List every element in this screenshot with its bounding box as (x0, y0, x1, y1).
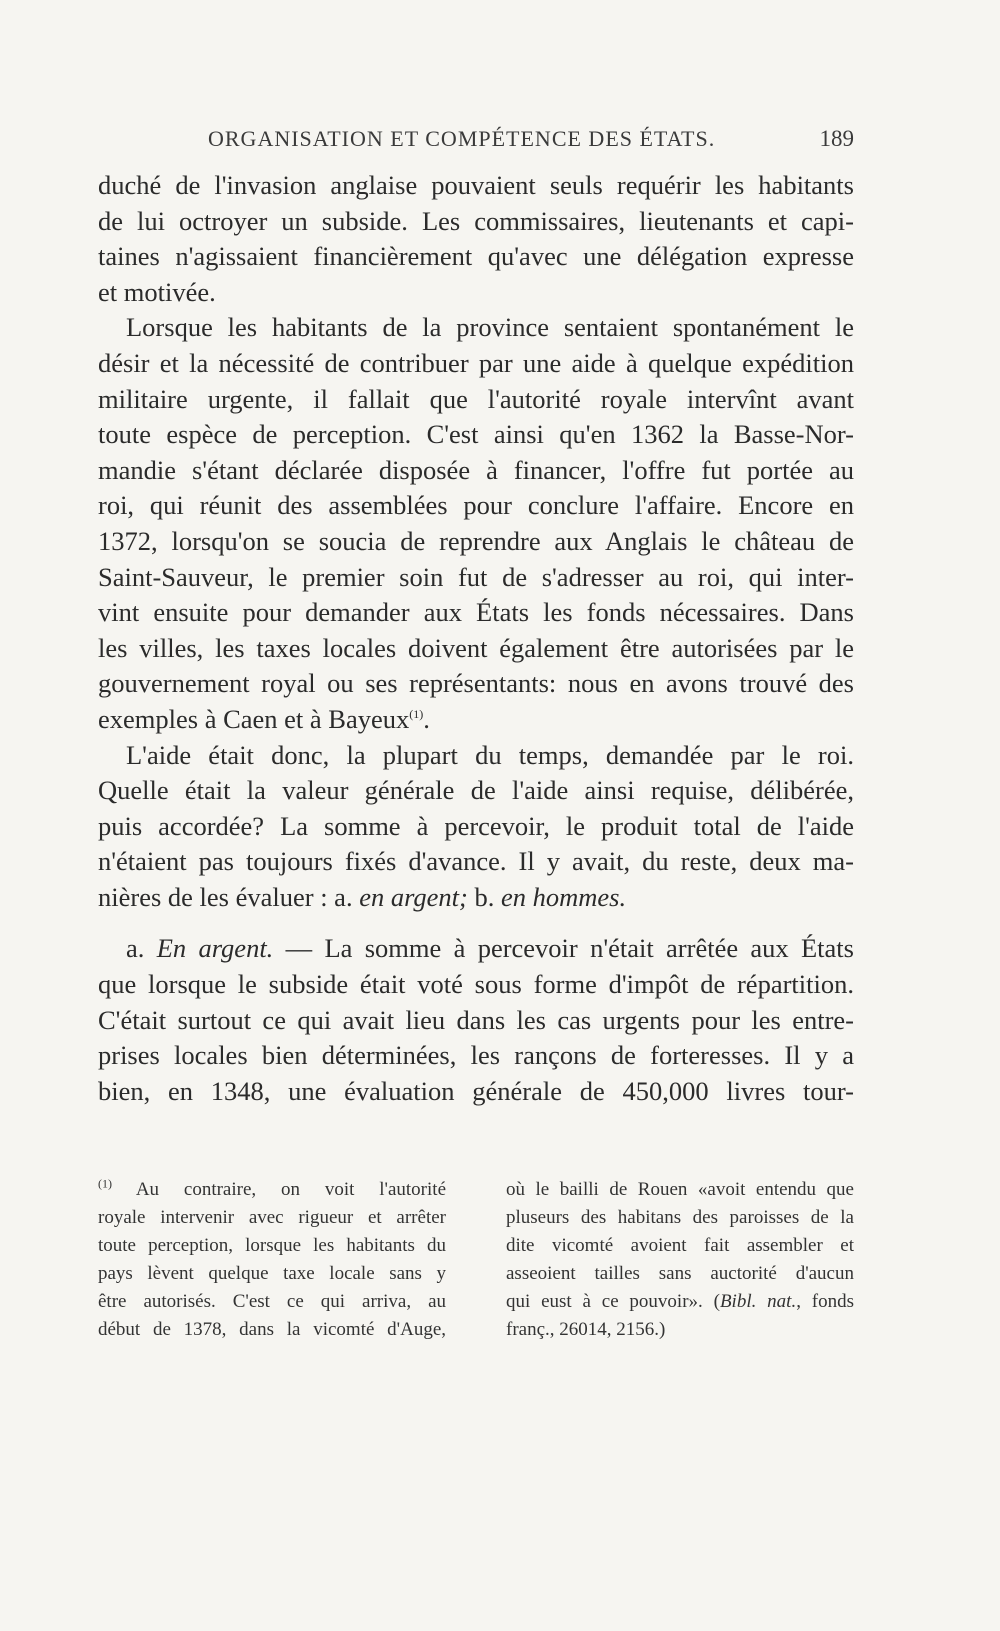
text-line: puis accordée? La somme à percevoir, le produit total de l'aide (98, 810, 854, 841)
text-line: que lorsque le subside était voté sous forme d'impôt de répartition. (98, 969, 854, 1000)
section-gap (98, 915, 854, 931)
footnote-line: être autorisés. C'est ce qui arriva, au (98, 1291, 446, 1312)
text-line (98, 702, 854, 738)
footnote-line (506, 1288, 854, 1316)
footnote-line (98, 1176, 446, 1204)
footnote-line: asseoient tailles sans auctorité d'aucun (506, 1263, 854, 1284)
text-line: toute espèce de perception. C'est ainsi qu'en 1362 la Basse-Nor- (98, 419, 854, 450)
running-title: ORGANISATION ET COMPÉTENCE DES ÉTATS. (208, 126, 716, 151)
text-line: taines n'agissaient financièrement qu'avec une délégation expresse (98, 241, 854, 272)
text-line: vint ensuite pour demander aux États les fonds nécessaires. Dans (98, 597, 854, 628)
footnote-ref: (1) (409, 707, 424, 722)
italic-phrase: en hommes. (501, 881, 627, 912)
text-segment: nières de les évaluer : a. (98, 881, 353, 912)
text-segment: exemples à Caen et à Bayeux (98, 703, 410, 734)
text-line: bien, en 1348, une évaluation générale de 450,000 livres tour- (98, 1075, 854, 1106)
text-line: Saint-Sauveur, le premier soin fut de s'adresser au roi, qui inter- (98, 561, 854, 592)
italic-phrase: en argent; (359, 881, 468, 912)
text-segment: a. (126, 933, 145, 964)
page-number: 189 (819, 126, 854, 151)
footnote-line: dite vicomté avoient fait assembler et (506, 1235, 854, 1256)
footnote-line: début de 1378, dans la vicomté d'Auge, (98, 1319, 446, 1340)
footnote-line: franç., 26014, 2156.) (506, 1319, 666, 1340)
text-line: les villes, les taxes locales doivent également être autorisées par le (98, 632, 854, 663)
text-segment: — La somme à percevoir n'était arrêtée aux États (285, 933, 854, 964)
text-line: n'étaient pas toujours fixés d'avance. Il y avait, du reste, deux ma- (98, 846, 854, 877)
text-line: C'était surtout ce qui avait lieu dans les cas urgents pour les entre- (98, 1004, 854, 1035)
text-segment: , fonds (796, 1291, 854, 1312)
footnote-line: pays lèvent quelque taxe locale sans y (98, 1263, 446, 1284)
main-text (98, 168, 854, 1109)
text-line: prises locales bien déterminées, les rançons de forteresses. Il y a (98, 1040, 854, 1071)
text-segment: qui eust à ce pouvoir». ( (506, 1291, 720, 1312)
text-segment: b. (467, 881, 501, 912)
italic-citation: Bibl. nat. (719, 1291, 797, 1312)
footnote-column-right (506, 1176, 854, 1344)
text-line: mandie s'étant déclarée disposée à financer, l'offre fut portée au (98, 454, 854, 485)
section-heading: En argent. (156, 933, 274, 964)
text-line: militaire urgente, il fallait que l'autorité royale intervînt avant (98, 383, 854, 414)
footnote-line: toute perception, lorsque les habitants du (98, 1235, 446, 1256)
text-line: duché de l'invasion anglaise pouvaient seuls requérir les habitants (98, 170, 854, 200)
footnotes (98, 1176, 854, 1344)
text-line: roi, qui réunit des assemblées pour conclure l'affaire. Encore en (98, 490, 854, 521)
text-line: gouvernement royal ou ses représentants: nous en avons trouvé des (98, 668, 854, 699)
text-line: Lorsque les habitants de la province sentaient spontanément le (126, 312, 854, 343)
text-segment: Au contraire, on voit l'autorité (135, 1179, 446, 1200)
text-line: L'aide était donc, la plupart du temps, demandée par le roi. (126, 739, 854, 770)
running-head (98, 122, 854, 162)
footnote-column-left (98, 1176, 446, 1344)
text-line: et motivée. (98, 276, 216, 307)
footnote-line: pluseurs des habitans des paroisses de la (506, 1207, 854, 1228)
text-line: Quelle était la valeur générale de l'aide ainsi requise, délibérée, (98, 775, 854, 806)
text-line: désir et la nécessité de contribuer par une aide à quelque expédition (98, 347, 854, 378)
footnote-line: où le bailli de Rouen «avoit entendu que (506, 1179, 854, 1200)
text-line: de lui octroyer un subside. Les commissaires, lieutenants et capi- (98, 205, 854, 236)
text-line (98, 931, 854, 967)
footnote-marker: (1) (98, 1176, 112, 1191)
text-line (98, 880, 854, 916)
text-segment: . (423, 703, 430, 734)
text-line: 1372, lorsqu'on se soucia de reprendre aux Anglais le château de (98, 525, 854, 556)
footnote-line: royale intervenir avec rigueur et arrêter (98, 1207, 446, 1228)
